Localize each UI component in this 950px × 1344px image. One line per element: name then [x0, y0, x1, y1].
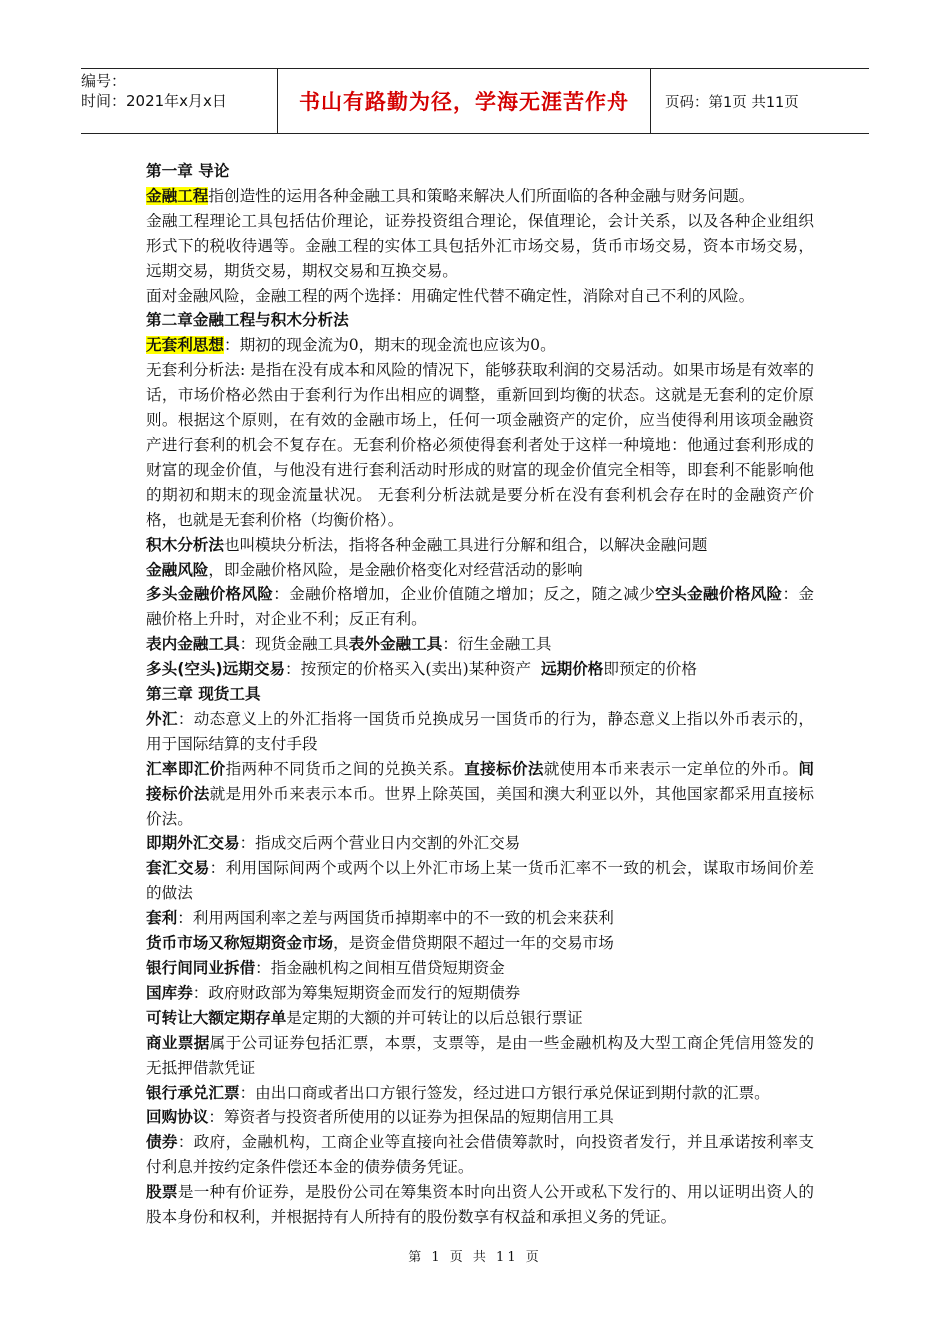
paragraph: 套汇交易：利用国际间两个或两个以上外汇市场上某一货币汇率不一致的机会，谋取市场间价差的做法 — [146, 859, 814, 903]
term: 汇率即汇价 — [146, 759, 226, 778]
paragraph: 国库券：政府财政部为筹集短期资金而发行的短期债券 — [146, 983, 521, 1002]
paragraph: 即期外汇交易：指成交后两个营业日内交割的外汇交易 — [146, 834, 521, 853]
page-footer: 第 1 页 共 11 页 — [408, 1250, 542, 1265]
term: 多头金融价格风险 — [146, 585, 274, 604]
paragraph: 无套利思想：期初的现金流为0，期末的现金流也应该为0。 — [146, 336, 556, 355]
paragraph: 积木分析法也叫模块分析法，指将各种金融工具进行分解和组合，以解决金融问题 — [146, 535, 708, 554]
paragraph: 面对金融风险，金融工程的两个选择：用确定性代替不确定性，消除对自己不利的风险。 — [146, 286, 755, 305]
chapter-2-title: 第二章金融工程与积木分析法 — [146, 311, 349, 330]
paragraph: 金融工程指创造性的运用各种金融工具和策略来解决人们所面临的各种金融与财务问题。 — [146, 186, 755, 205]
term: 间接标价法 — [146, 759, 814, 803]
term: 即期外汇交易 — [146, 834, 240, 853]
term: 空头金融价格风险 — [655, 585, 783, 604]
paragraph: 货币市场又称短期资金市场，是资金借贷期限不超过一年的交易市场 — [146, 934, 614, 953]
paragraph: 债券：政府，金融机构，工商企业等直接向社会借债筹款时，向投资者发行，并且承诺按利率支付利息并按约定条件偿还本金的债券债务凭证。 — [146, 1133, 814, 1177]
term: 货币市场又称短期资金市场 — [146, 934, 334, 953]
term: 金融风险 — [146, 560, 209, 579]
paragraph: 股票是一种有价证券，是股份公司在筹集资本时向出资人公开或私下发行的、用以证明出资人的股本身份和权利，并根据持有人所持有的股份数享有权益和承担义务的凭证。 — [146, 1183, 814, 1227]
document-body — [146, 159, 814, 1230]
term: 表内金融工具 — [146, 635, 240, 654]
term: 可转让大额定期存单 — [146, 1008, 287, 1027]
term: 远期价格 — [541, 660, 604, 679]
term: 套利 — [146, 909, 178, 928]
paragraph: 银行间同业拆借：指金融机构之间相互借贷短期资金 — [146, 959, 505, 977]
term: 债券 — [146, 1133, 178, 1152]
highlighted-term: 金融工程 — [146, 186, 209, 205]
paragraph: 外汇：动态意义上的外汇指将一国货币兑换成另一国货币的行为，静态意义上指以外币表示的，用于国际结算的支付手段 — [146, 709, 814, 753]
header-motto: 书山有路勤为径，学海无涯苦作舟 — [277, 69, 651, 133]
chapter-1-title: 第一章 导论 — [146, 162, 230, 180]
paragraph: 可转让大额定期存单是定期的大额的并可转让的以后总银行票证 — [146, 1008, 583, 1027]
term: 外汇 — [146, 709, 178, 728]
highlighted-term: 无套利思想 — [146, 336, 224, 355]
term: 商业票据 — [146, 1033, 210, 1052]
paragraph: 无套利分析法: 是指在没有成本和风险的情况下，能够获取利润的交易活动。如果市场是有效率的话，市场价格必然由于套利行为作出相应的调整，重新回到均衡的状态。这就是无套利的定价原则。根据这个原则，在有效的金融市场上，任何一项金融资产的定价，应当使得利用该项金融资产进行套利的机会不复存在。无套利价格必须使得套利者处于这样一种境地：他通过套利形成的财富的现金价值，与他没有进行套利活动时形成的财富的现金价值完全相等，即套利不能影响他的期初和期末的现金流量状况。 无套利分析法就是要分析在没有套利机会存在时的金融资产价格，也就是无套利价格（均衡价格）。 — [146, 361, 814, 529]
paragraph: 表内金融工具：现货金融工具表外金融工具：衍生金融工具 — [146, 635, 552, 654]
paragraph: 商业票据属于公司证券包括汇票，本票，支票等，是由一些金融机构及大型工商企凭信用签发的无抵押借款凭证 — [146, 1033, 814, 1077]
page-header — [81, 68, 869, 134]
paragraph: 套利：利用两国利率之差与两国货币掉期率中的不一致的机会来获利 — [146, 909, 614, 928]
paragraph: 金融风险，即金融价格风险，是金融价格变化对经营活动的影响 — [146, 560, 583, 579]
term: 多头(空头)远期交易 — [146, 660, 286, 679]
term: 积木分析法 — [146, 535, 224, 554]
term: 回购协议 — [146, 1108, 209, 1127]
number-label: 编号： — [81, 72, 127, 90]
paragraph: 银行承兑汇票：由出口商或者出口方银行签发，经过进口方银行承兑保证到期付款的汇票。 — [146, 1083, 770, 1102]
term: 套汇交易 — [146, 859, 210, 878]
term: 直接标价法 — [464, 759, 544, 778]
time-label: 时间：2021年x月x日 — [81, 92, 227, 110]
paragraph: 汇率即汇价指两种不同货币之间的兑换关系。直接标价法就使用本币来表示一定单位的外币。间接标价法就是用外币来表示本币。世界上除英国，美国和澳大利亚以外，其他国家都采用直接标价法。 — [146, 759, 814, 828]
term: 银行间同业拆借 — [146, 959, 256, 977]
term: 国库券 — [146, 983, 193, 1002]
chapter-3-title: 第三章 现货工具 — [146, 685, 261, 704]
paragraph: 回购协议：筹资者与投资者所使用的以证券为担保品的短期信用工具 — [146, 1108, 614, 1127]
term: 银行承兑汇票 — [146, 1083, 240, 1102]
paragraph: 多头金融价格风险：金融价格增加，企业价值随之增加；反之，随之减少空头金融价格风险：金融价格上升时，对企业不利；反正有利。 — [146, 585, 814, 629]
header-meta — [81, 69, 277, 133]
header-page-label: 页码：第1页 共11页 — [665, 94, 799, 111]
term: 表外金融工具 — [348, 635, 443, 654]
paragraph: 金融工程理论工具包括估价理论，证券投资组合理论，保值理论，会计关系，以及各种企业组织形式下的税收待遇等。金融工程的实体工具包括外汇市场交易，货币市场交易，资本市场交易，远期交易，期货交易，期权交易和互换交易。 — [146, 211, 814, 280]
term: 股票 — [146, 1183, 178, 1202]
paragraph: 多头(空头)远期交易：按预定的价格买入(卖出)某种资产 远期价格即预定的价格 — [146, 660, 697, 679]
